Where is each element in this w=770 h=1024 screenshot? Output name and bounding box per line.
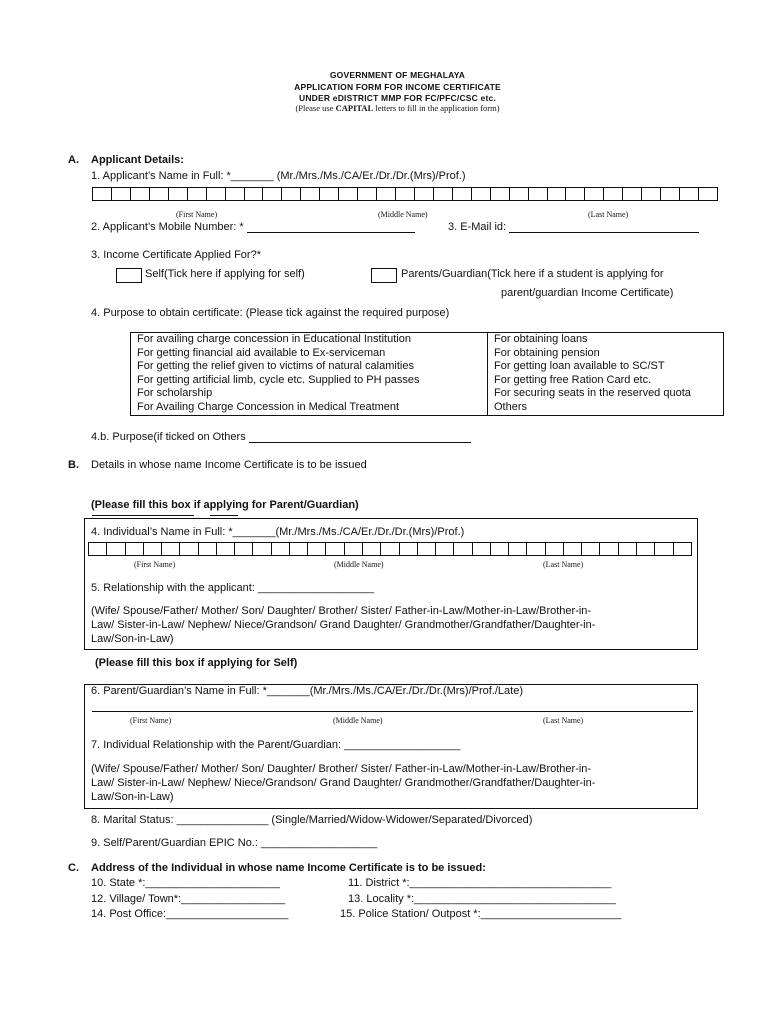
section-c-letter: C. <box>68 862 79 874</box>
char-box[interactable] <box>130 188 149 201</box>
middle-name-caption: (Middle Name) <box>334 560 384 569</box>
char-box[interactable] <box>282 188 301 201</box>
section-b-letter: B. <box>68 459 79 471</box>
char-box[interactable] <box>600 543 618 556</box>
char-box[interactable] <box>187 188 206 201</box>
char-box[interactable] <box>143 543 161 556</box>
char-box[interactable] <box>623 188 642 201</box>
char-box[interactable] <box>680 188 699 201</box>
char-box[interactable] <box>289 543 307 556</box>
mobile-number-field[interactable]: 2. Applicant’s Mobile Number: * <box>91 221 415 233</box>
char-box[interactable] <box>344 543 362 556</box>
other-purpose-field[interactable]: 4.b. Purpose(if ticked on Others <box>91 431 471 443</box>
char-box[interactable] <box>225 188 244 201</box>
relations-list-line: (Wife/ Spouse/Father/ Mother/ Son/ Daughter/ Brother/ Sister/ Father-in-Law/Mother-in-Law/Brother-in- <box>91 763 592 775</box>
char-box[interactable] <box>547 188 566 201</box>
char-box[interactable] <box>162 543 180 556</box>
form-authority-title: GOVERNMENT OF MEGHALAYA <box>329 70 466 80</box>
first-name-caption: (First Name) <box>134 560 176 569</box>
char-box[interactable] <box>377 188 396 201</box>
purpose-option[interactable]: For scholarship <box>137 387 213 400</box>
individual-name-label: 4. Individual’s Name in Full: *_______(Mr./Mrs./Ms./CA/Er./Dr./Dr.(Mrs)/Prof.) <box>91 526 465 538</box>
char-box[interactable] <box>636 543 654 556</box>
first-name-caption: (First Name) <box>130 716 172 725</box>
relations-list-line: Law/Son-in-Law) <box>91 791 174 803</box>
char-box[interactable] <box>490 188 509 201</box>
char-box[interactable] <box>263 188 282 201</box>
purpose-option[interactable]: For getting loan available to SC/ST <box>494 360 665 373</box>
self-option-label: Self(Tick here if applying for self) <box>145 268 305 280</box>
char-box[interactable] <box>585 188 604 201</box>
char-box[interactable] <box>339 188 358 201</box>
char-box[interactable] <box>168 188 187 201</box>
char-box[interactable] <box>509 188 528 201</box>
char-box[interactable] <box>472 543 490 556</box>
char-box[interactable] <box>89 543 107 556</box>
relations-list-line: Law/ Sister-in-Law/ Nephew/ Niece/Grandson/ Grand Daughter/ Grandmother/Grandfather/Daughter-in- <box>91 777 596 789</box>
purpose-table <box>130 332 724 416</box>
char-box[interactable] <box>362 543 380 556</box>
applicant-name-label: 1. Applicant’s Name in Full: *_______ (Mr./Mrs./Ms./CA/Er./Dr./Dr.(Mrs)/Prof.) <box>91 170 466 182</box>
char-box[interactable] <box>618 543 636 556</box>
char-box[interactable] <box>399 543 417 556</box>
char-box[interactable] <box>107 543 125 556</box>
relationship-field[interactable]: 5. Relationship with the applicant: ___________________ <box>91 582 375 594</box>
char-box[interactable] <box>454 543 472 556</box>
char-box[interactable] <box>235 543 253 556</box>
char-box[interactable] <box>417 543 435 556</box>
char-box[interactable] <box>509 543 527 556</box>
char-box[interactable] <box>320 188 339 201</box>
form-subtitle: UNDER eDISTRICT MMP FOR FC/PFC/CSC etc. <box>298 93 497 103</box>
char-box[interactable] <box>563 543 581 556</box>
section-b-title: Details in whose name Income Certificate is to be issued <box>91 459 367 471</box>
char-box[interactable] <box>436 543 454 556</box>
last-name-caption: (Last Name) <box>543 560 584 569</box>
char-box[interactable] <box>271 543 289 556</box>
form-title: APPLICATION FORM FOR INCOME CERTIFICATE <box>294 82 501 92</box>
char-box[interactable] <box>673 543 692 556</box>
char-box[interactable] <box>661 188 680 201</box>
post-office-field[interactable]: 14. Post Office:____________________ <box>91 908 289 920</box>
purpose-label: 4. Purpose to obtain certificate: (Please tick against the required purpose) <box>91 307 450 319</box>
char-box[interactable] <box>545 543 563 556</box>
char-box[interactable] <box>149 188 168 201</box>
parent-guardian-name-label: 6. Parent/Guardian’s Name in Full: *_______(Mr./Mrs./Ms./CA/Er./Dr./Dr.(Mrs)/Prof./Late) <box>91 685 523 697</box>
char-box[interactable] <box>655 543 673 556</box>
capital-letters-note: (Please use CAPITAL letters to fill in the application form) <box>295 103 500 113</box>
purpose-option[interactable]: For availing charge concession in Educational Institution <box>137 333 411 345</box>
char-box[interactable] <box>301 188 320 201</box>
self-checkbox[interactable] <box>116 268 142 283</box>
purpose-option[interactable]: For securing seats in the reserved quota <box>494 387 691 400</box>
self-box-title: (Please fill this box if applying for Self) <box>95 657 298 669</box>
state-field[interactable]: 10. State *:______________________ <box>91 877 281 889</box>
email-field[interactable]: 3. E-Mail id: <box>448 221 699 233</box>
relations-list-line: Law/ Sister-in-Law/ Nephew/ Niece/Grandson/ Grand Daughter/ Grandmother/Grandfather/Daughter-in- <box>91 619 596 631</box>
char-box[interactable] <box>216 543 234 556</box>
relations-list-line: (Wife/ Spouse/Father/ Mother/ Son/ Daughter/ Brother/ Sister/ Father-in-Law/Mother-in-Law/Brother-in- <box>91 605 592 617</box>
char-box[interactable] <box>93 188 112 201</box>
divider <box>210 515 238 516</box>
police-station-field[interactable]: 15. Police Station/ Outpost *:_______________________ <box>340 908 622 920</box>
char-box[interactable] <box>358 188 377 201</box>
section-c-title: Address of the Individual in whose name Income Certificate is to be issued: <box>91 862 486 874</box>
char-box[interactable] <box>528 188 547 201</box>
middle-name-caption: (Middle Name) <box>333 716 383 725</box>
char-box[interactable] <box>381 543 399 556</box>
char-box[interactable] <box>198 543 216 556</box>
purpose-option[interactable]: For getting artificial limb, cycle etc. Supplied to PH passes <box>137 373 420 386</box>
purpose-option[interactable]: For getting financial aid available to Ex-serviceman <box>137 346 386 359</box>
char-box[interactable] <box>308 543 326 556</box>
purpose-option[interactable]: For getting free Ration Card etc. <box>494 373 652 386</box>
individual-name-boxes[interactable] <box>88 542 692 556</box>
char-box[interactable] <box>490 543 508 556</box>
parent-box-title: (Please fill this box if applying for Parent/Guardian) <box>91 499 359 511</box>
char-box[interactable] <box>414 188 433 201</box>
applicant-name-boxes[interactable] <box>92 187 718 201</box>
locality-field[interactable]: 13. Locality *:_________________________________ <box>348 893 616 905</box>
last-name-caption: (Last Name) <box>588 210 629 219</box>
last-name-caption: (Last Name) <box>543 716 584 725</box>
purpose-option[interactable]: For obtaining pension <box>494 346 600 359</box>
char-box[interactable] <box>326 543 344 556</box>
purpose-left-column <box>131 333 488 416</box>
char-box[interactable] <box>604 188 623 201</box>
parent-guardian-checkbox[interactable] <box>371 268 397 283</box>
char-box[interactable] <box>527 543 545 556</box>
parent-option-label: Parents/Guardian(Tick here if a student is applying for <box>401 268 664 280</box>
char-box[interactable] <box>582 543 600 556</box>
parent-option-label-cont: parent/guardian Income Certificate) <box>501 287 674 299</box>
parent-relationship-field[interactable]: 7. Individual Relationship with the Parent/Guardian: ___________________ <box>91 739 461 751</box>
section-a-letter: A. <box>68 154 79 166</box>
first-name-caption: (First Name) <box>176 210 218 219</box>
district-field[interactable]: 11. District *:_________________________________ <box>348 877 612 889</box>
char-box[interactable] <box>452 188 471 201</box>
relations-list-line: Law/Son-in-Law) <box>91 633 174 645</box>
marital-status-field[interactable]: 8. Marital Status: _______________ (Single/Married/Widow-Widower/Separated/Divorced) <box>91 814 533 826</box>
char-box[interactable] <box>244 188 263 201</box>
divider <box>92 515 194 516</box>
char-box[interactable] <box>566 188 585 201</box>
char-box[interactable] <box>253 543 271 556</box>
epic-number-field[interactable]: 9. Self/Parent/Guardian EPIC No.: ___________________ <box>91 837 378 849</box>
purpose-option[interactable]: Others <box>494 400 528 413</box>
char-box[interactable] <box>125 543 143 556</box>
char-box[interactable] <box>433 188 452 201</box>
char-box[interactable] <box>471 188 490 201</box>
certificate-for-label: 3. Income Certificate Applied For?* <box>91 249 261 261</box>
section-a-title: Applicant Details: <box>91 154 184 166</box>
char-box[interactable] <box>180 543 198 556</box>
purpose-option[interactable]: For Availing Charge Concession in Medical Treatment <box>137 400 400 413</box>
purpose-option[interactable]: For getting the relief given to victims of natural calamities <box>137 360 414 373</box>
parent-guardian-name-line[interactable] <box>92 711 693 712</box>
char-box[interactable] <box>642 188 661 201</box>
char-box[interactable] <box>111 188 130 201</box>
char-box[interactable] <box>699 188 718 201</box>
char-box[interactable] <box>396 188 415 201</box>
purpose-right-column <box>488 333 724 416</box>
char-box[interactable] <box>206 188 225 201</box>
purpose-option[interactable]: For obtaining loans <box>494 333 588 345</box>
village-town-field[interactable]: 12. Village/ Town*:_________________ <box>91 893 286 905</box>
middle-name-caption: (Middle Name) <box>378 210 428 219</box>
